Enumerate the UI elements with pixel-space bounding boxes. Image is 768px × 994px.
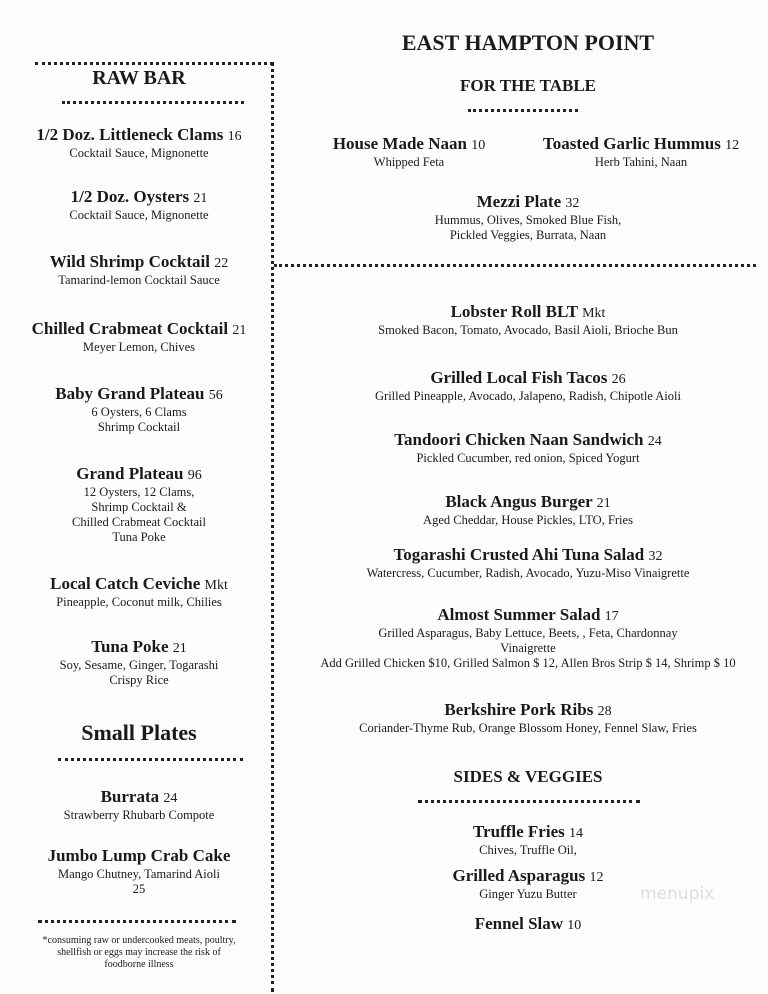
item-title: Chilled Crabmeat Cocktail <box>31 319 229 338</box>
item-price: 22 <box>214 256 229 271</box>
item-description: Mango Chutney, Tamarind Aioli <box>58 867 220 881</box>
item-price: 32 <box>648 549 663 564</box>
item-description: Smoked Bacon, Tomato, Avocado, Basil Aioli, Brioche Bun <box>378 323 678 337</box>
menu-item <box>8 574 270 610</box>
item-price: 32 <box>565 196 580 211</box>
item-title: Grand Plateau <box>76 464 184 483</box>
item-title: Lobster Roll BLT <box>450 302 578 321</box>
item-price: 21 <box>193 191 208 206</box>
item-name <box>290 605 766 626</box>
item-price: 10 <box>567 918 582 933</box>
menu-item <box>8 464 270 545</box>
item-price: 17 <box>604 609 619 624</box>
divider <box>35 62 273 65</box>
menu-item <box>290 192 766 243</box>
item-description: Meyer Lemon, Chives <box>82 340 196 354</box>
item-title: 1/2 Doz. Littleneck Clams <box>36 125 224 144</box>
item-name <box>8 574 270 595</box>
divider <box>58 758 243 761</box>
item-description: Vinaigrette <box>500 641 556 655</box>
item-name <box>8 787 270 808</box>
item-title: Grilled Asparagus <box>452 866 586 885</box>
menu-item <box>8 319 270 355</box>
item-price: Mkt <box>204 578 228 593</box>
item-name <box>8 319 270 340</box>
menu-item <box>8 637 270 688</box>
disclaimer-line: foodborne illness <box>104 959 174 970</box>
item-price: 24 <box>647 434 662 449</box>
item-name <box>295 134 523 155</box>
menu-item <box>290 866 766 902</box>
item-description: Tuna Poke <box>112 530 166 544</box>
item-price: 12 <box>589 870 604 885</box>
item-title: Baby Grand Plateau <box>55 384 205 403</box>
item-title: Fennel Slaw <box>474 914 564 933</box>
item-name <box>290 866 766 887</box>
item-name <box>290 700 766 721</box>
item-name <box>528 134 754 155</box>
item-price: 12 <box>725 138 740 153</box>
item-price: 96 <box>187 468 202 483</box>
menu-item <box>290 605 766 671</box>
item-name <box>8 464 270 485</box>
item-title: Burrata <box>100 787 160 806</box>
item-description: Ginger Yuzu Butter <box>479 887 577 901</box>
item-name <box>290 192 766 213</box>
item-description: Chives, Truffle Oil, <box>479 843 577 857</box>
item-title: Wild Shrimp Cocktail <box>49 252 211 271</box>
item-title: Grilled Local Fish Tacos <box>430 368 608 387</box>
item-name <box>290 430 766 451</box>
item-price: 24 <box>163 791 178 806</box>
divider <box>38 920 236 923</box>
item-description: Chilled Crabmeat Cocktail <box>72 515 206 529</box>
item-name <box>290 545 766 566</box>
raw-bar-heading: RAW BAR <box>92 67 186 89</box>
item-description: Hummus, Olives, Smoked Blue Fish, <box>434 213 622 227</box>
disclaimer-line: *consuming raw or undercooked meats, poultry, <box>42 935 236 946</box>
item-description: Pickled Cucumber, red onion, Spiced Yogurt <box>416 451 640 465</box>
item-title: Berkshire Pork Ribs <box>444 700 594 719</box>
item-title: Togarashi Crusted Ahi Tuna Salad <box>393 545 645 564</box>
divider <box>418 800 640 803</box>
item-price: 56 <box>208 388 223 403</box>
menu-item <box>528 134 754 170</box>
menu-item <box>290 302 766 338</box>
menu-item <box>8 846 270 897</box>
disclaimer <box>8 935 270 971</box>
item-price: 21 <box>596 496 611 511</box>
item-title: House Made Naan <box>332 134 467 153</box>
item-price: 16 <box>227 129 242 144</box>
for-the-table-heading: FOR THE TABLE <box>459 76 597 95</box>
item-description: Watercress, Cucumber, Radish, Avocado, Yuzu-Miso Vinaigrette <box>366 566 690 580</box>
item-price: Mkt <box>582 306 606 321</box>
item-title: Black Angus Burger <box>445 492 593 511</box>
menu-item <box>8 384 270 435</box>
column-divider <box>271 62 274 992</box>
item-price: 26 <box>611 372 626 387</box>
item-description: Coriander-Thyme Rub, Orange Blossom Honey, Fennel Slaw, Fries <box>359 721 697 735</box>
item-title: Tuna Poke <box>91 637 169 656</box>
item-name <box>8 187 270 208</box>
item-description: Pineapple, Coconut milk, Chilies <box>56 595 222 609</box>
item-price: 14 <box>568 826 583 841</box>
divider <box>468 109 578 112</box>
menu-item <box>8 787 270 823</box>
item-title: Truffle Fries <box>473 822 565 841</box>
menu-item <box>290 700 766 736</box>
item-description: Herb Tahini, Naan <box>594 155 688 169</box>
menu-item <box>8 252 270 288</box>
disclaimer-line: shellfish or eggs may increase the risk of <box>57 947 221 958</box>
item-description: Strawberry Rhubarb Compote <box>63 808 215 822</box>
item-description: Tamarind-lemon Cocktail Sauce <box>58 273 220 287</box>
item-description: Grilled Pineapple, Avocado, Jalapeno, Radish, Chipotle Aioli <box>375 389 681 403</box>
item-description: Aged Cheddar, House Pickles, LTO, Fries <box>423 513 633 527</box>
item-title: Toasted Garlic Hummus <box>542 134 721 153</box>
item-description: 12 Oysters, 12 Clams, <box>83 485 195 499</box>
item-description: Cocktail Sauce, Mignonette <box>69 208 209 222</box>
item-description: Crispy Rice <box>109 673 169 687</box>
item-description: Grilled Asparagus, Baby Lettuce, Beets, , Feta, Chardonnay <box>378 626 678 640</box>
menu-item <box>290 914 766 935</box>
item-description: Whipped Feta <box>373 155 445 169</box>
item-title: Local Catch Ceviche <box>50 574 201 593</box>
item-price: 21 <box>172 641 187 656</box>
item-title: 1/2 Doz. Oysters <box>70 187 190 206</box>
menu-item <box>290 822 766 858</box>
item-name <box>8 252 270 273</box>
item-name <box>8 384 270 405</box>
item-description: 25 <box>132 882 146 896</box>
item-title: Mezzi Plate <box>476 192 562 211</box>
item-name <box>290 302 766 323</box>
small-plates-heading: Small Plates <box>81 720 197 745</box>
item-description: Shrimp Cocktail & <box>91 500 187 514</box>
item-name <box>290 368 766 389</box>
menu-item <box>290 492 766 528</box>
menu-item <box>290 368 766 404</box>
sides-heading: SIDES & VEGGIES <box>453 767 603 786</box>
item-name <box>8 846 270 867</box>
item-name <box>290 492 766 513</box>
item-description: Soy, Sesame, Ginger, Togarashi <box>59 658 219 672</box>
item-name <box>8 637 270 658</box>
item-name <box>290 914 766 935</box>
item-description: 6 Oysters, 6 Clams <box>91 405 187 419</box>
item-title: Tandoori Chicken Naan Sandwich <box>394 430 644 449</box>
watermark: menupix <box>640 884 715 904</box>
divider <box>62 101 244 104</box>
item-name <box>8 125 270 146</box>
item-price: 21 <box>232 323 247 338</box>
item-name <box>290 822 766 843</box>
restaurant-title: EAST HAMPTON POINT <box>401 30 655 55</box>
menu-item <box>290 430 766 466</box>
item-description: Pickled Veggies, Burrata, Naan <box>449 228 607 242</box>
item-price: 28 <box>597 704 612 719</box>
item-description: Cocktail Sauce, Mignonette <box>69 146 209 160</box>
menu-item <box>8 125 270 161</box>
item-title: Almost Summer Salad <box>437 605 601 624</box>
divider <box>274 264 756 267</box>
menu-item <box>290 545 766 581</box>
menu-item <box>8 187 270 223</box>
menu-item <box>295 134 523 170</box>
item-description: Add Grilled Chicken $10, Grilled Salmon $ 12, Allen Bros Strip $ 14, Shrimp $ 10 <box>320 656 736 670</box>
item-title: Jumbo Lump Crab Cake <box>47 846 231 865</box>
item-description: Shrimp Cocktail <box>97 420 181 434</box>
item-price: 10 <box>471 138 486 153</box>
